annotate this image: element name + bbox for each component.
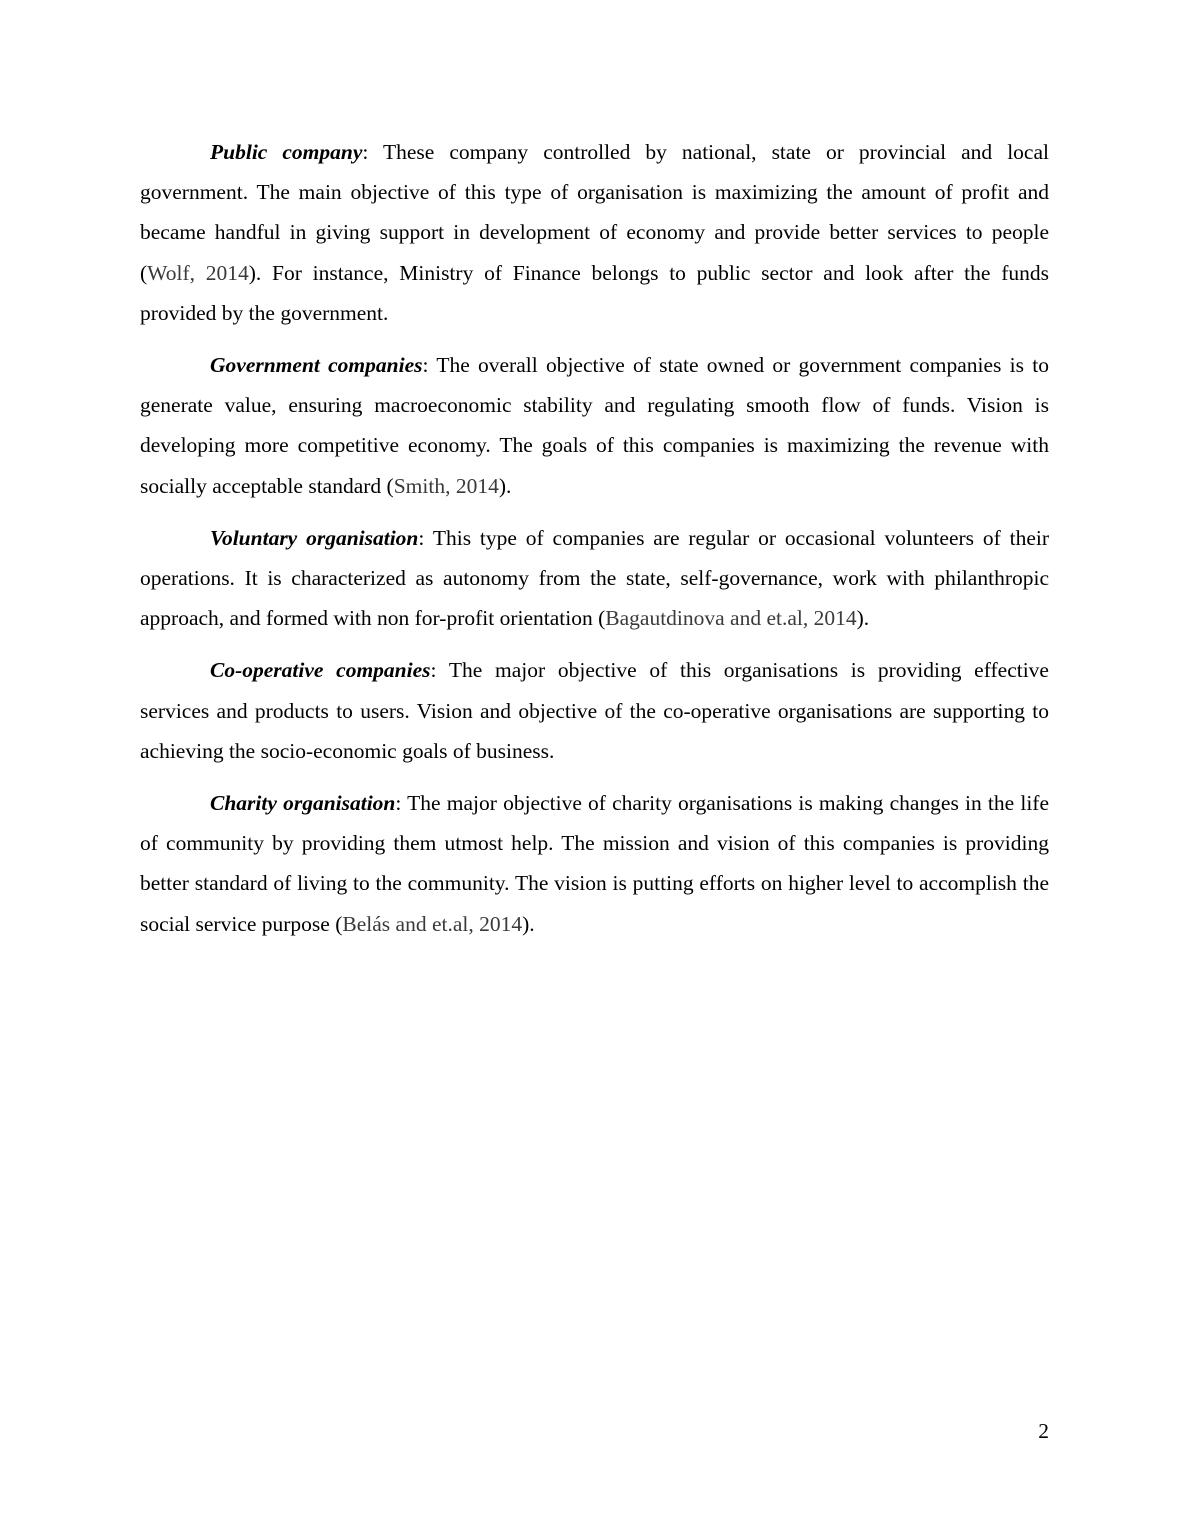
citation: Wolf, 2014 [147,260,249,285]
citation: Belás and et.al, 2014 [342,911,523,936]
paragraph-text: ). [498,473,512,498]
term-public-company: Public company [210,140,363,164]
paragraph-text: ). [522,911,535,936]
paragraph-text: ). For instance, Ministry of Finance belongs to public sector and look after the funds provided by the government. [140,260,1049,325]
page-number: 2 [1038,1419,1049,1443]
paragraph-text: : These company controlled by national, state or provincial and local government. The main objective of this type of organisation is maximizing the amount of profit and became handful in giving support in development of economy and provide better services to people ( [140,140,1049,285]
paragraph-text: : The major objective of charity organisations is making changes in the life of community by providing them utmost help. The mission and vision of this companies is providing better standard of living to the community. The vision is putting efforts on higher level to accomplish the social service purpose ( [140,791,1049,936]
paragraph-text: : The overall objective of state owned or government companies is to generate value, ensuring macroeconomic stability and regulating smooth flow of funds. Vision is developing more competitive economy. The goals of this companies is maximizing the revenue with socially acceptable standard ( [140,353,1049,498]
term-voluntary-organisation: Voluntary organisation [210,525,419,550]
document-body [140,132,1049,956]
paragraph-text: ). [856,606,870,631]
citation: Smith, 2014 [393,473,499,498]
paragraph-charity-organisation [140,783,1049,944]
citation: Bagautdinova and et.al, 2014 [605,606,857,631]
term-co-operative-companies: Co-operative companies [210,658,431,683]
paragraph-text: : The major objective of this organisations is providing effective services and products to users. Vision and objective of the co-operative organisations are supporting to achieving the socio-economic goals of business. [140,658,1049,763]
paragraph-voluntary-organisation [140,518,1049,639]
paragraph-text: : This type of companies are regular or occasional volunteers of their operations. It is characterized as autonomy from the state, self-governance, work with philanthropic approach, and formed with non for-profit orientation ( [140,525,1050,631]
paragraph-public-company [140,132,1049,333]
paragraph-government-companies [140,345,1049,506]
term-government-companies: Government companies [210,353,423,378]
term-charity-organisation: Charity organisation [210,791,396,816]
paragraph-co-operative-companies [140,650,1049,771]
